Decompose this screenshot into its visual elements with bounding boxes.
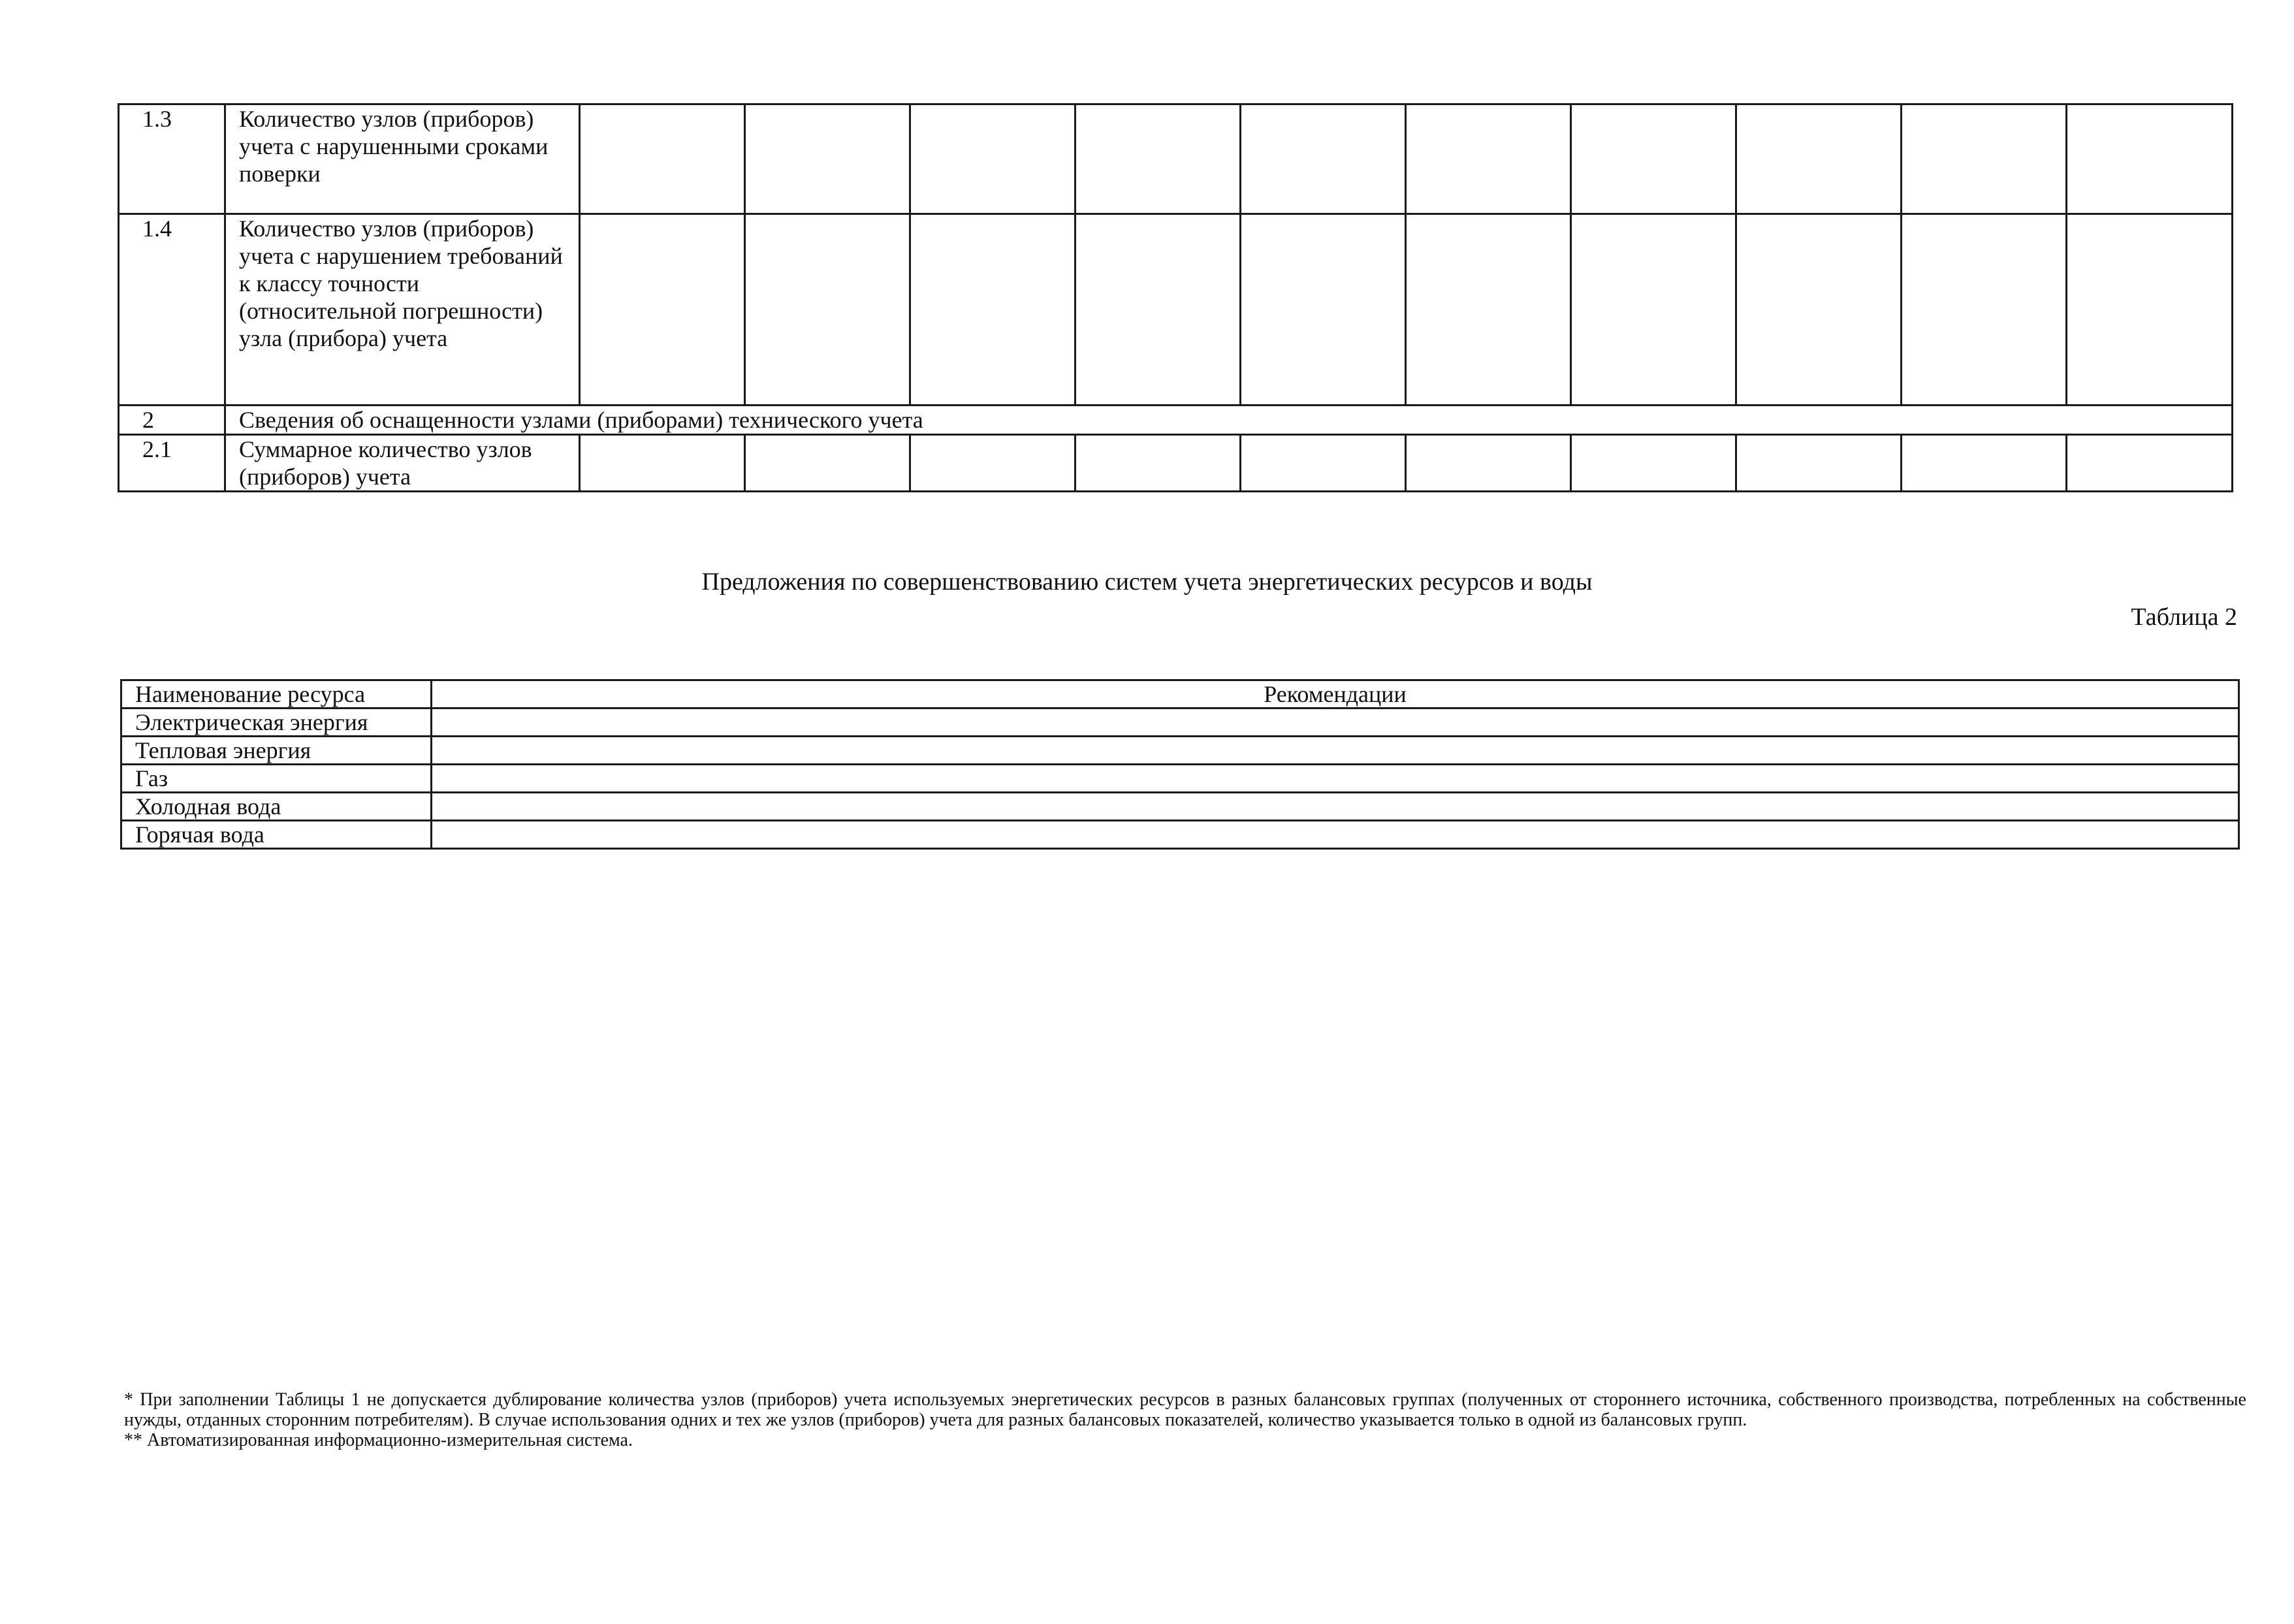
empty-cell (1075, 104, 1241, 214)
empty-cell (580, 214, 745, 406)
resource-name: Электрическая энергия (121, 709, 432, 737)
row-number: 2 (119, 406, 225, 435)
empty-cell (1406, 435, 1571, 492)
table-row (119, 214, 2233, 406)
table-row (119, 435, 2233, 492)
table-row (121, 737, 2239, 765)
recommendation-cell (432, 793, 2239, 821)
empty-cell (580, 435, 745, 492)
empty-cell (745, 214, 910, 406)
row-number: 1.3 (119, 104, 225, 214)
recommendation-cell (432, 765, 2239, 793)
table-section-row (119, 406, 2233, 435)
table-row (121, 821, 2239, 849)
metering-table-continued (118, 103, 2233, 492)
empty-cell (745, 104, 910, 214)
empty-cell (745, 435, 910, 492)
empty-cell (1241, 214, 1406, 406)
empty-cell (910, 435, 1075, 492)
row-number: 1.4 (119, 214, 225, 406)
empty-cell (1736, 435, 1902, 492)
table-row (121, 793, 2239, 821)
empty-cell (1902, 104, 2067, 214)
empty-cell (1902, 214, 2067, 406)
empty-cell (1736, 104, 1902, 214)
table-row (121, 709, 2239, 737)
footnote-1: * При заполнении Таблицы 1 не допускается дублирование количества узлов (приборов) учета используемых энергетических ресурсов в разных балансовых группах (полученных от стороннего источника, собственного производства, потребленных на собственные нужды, отданных сторонним потребителям). В случае использования одних и тех же узлов (приборов) учета для разных балансовых показателей, количество указывается только в одной из балансовых групп. (124, 1390, 2246, 1430)
empty-cell (1902, 435, 2067, 492)
recommendations-table (120, 679, 2240, 850)
empty-cell (1241, 104, 1406, 214)
row-number: 2.1 (119, 435, 225, 492)
empty-cell (1406, 104, 1571, 214)
empty-cell (1406, 214, 1571, 406)
table-header-row (121, 680, 2239, 709)
table2-label: Таблица 2 (2131, 603, 2237, 631)
recommendation-cell (432, 737, 2239, 765)
empty-cell (910, 104, 1075, 214)
empty-cell (1571, 435, 1736, 492)
recommendation-cell (432, 821, 2239, 849)
empty-cell (1571, 214, 1736, 406)
empty-cell (1571, 104, 1736, 214)
table-row (121, 765, 2239, 793)
empty-cell (2067, 214, 2233, 406)
footnotes (124, 1390, 2246, 1450)
column-header-recommendations: Рекомендации (432, 680, 2239, 709)
empty-cell (2067, 435, 2233, 492)
resource-name: Тепловая энергия (121, 737, 432, 765)
row-label: Количество узлов (приборов) учета с нарушением требований к классу точности (относительной погрешности) узла (прибора) учета (225, 214, 580, 406)
recommendation-cell (432, 709, 2239, 737)
column-header-resource: Наименование ресурса (121, 680, 432, 709)
resource-name: Холодная вода (121, 793, 432, 821)
section-title: Сведения об оснащенности узлами (приборами) технического учета (225, 406, 2233, 435)
empty-cell (910, 214, 1075, 406)
empty-cell (1075, 214, 1241, 406)
row-label: Количество узлов (приборов) учета с нарушенными сроками поверки (225, 104, 580, 214)
resource-name: Горячая вода (121, 821, 432, 849)
empty-cell (1241, 435, 1406, 492)
empty-cell (1075, 435, 1241, 492)
empty-cell (1736, 214, 1902, 406)
row-label: Суммарное количество узлов (приборов) учета (225, 435, 580, 492)
table2-heading: Предложения по совершенствованию систем учета энергетических ресурсов и воды (701, 568, 1593, 596)
table-row (119, 104, 2233, 214)
resource-name: Газ (121, 765, 432, 793)
footnote-2: ** Автоматизированная информационно-измерительная система. (124, 1430, 633, 1450)
empty-cell (580, 104, 745, 214)
empty-cell (2067, 104, 2233, 214)
